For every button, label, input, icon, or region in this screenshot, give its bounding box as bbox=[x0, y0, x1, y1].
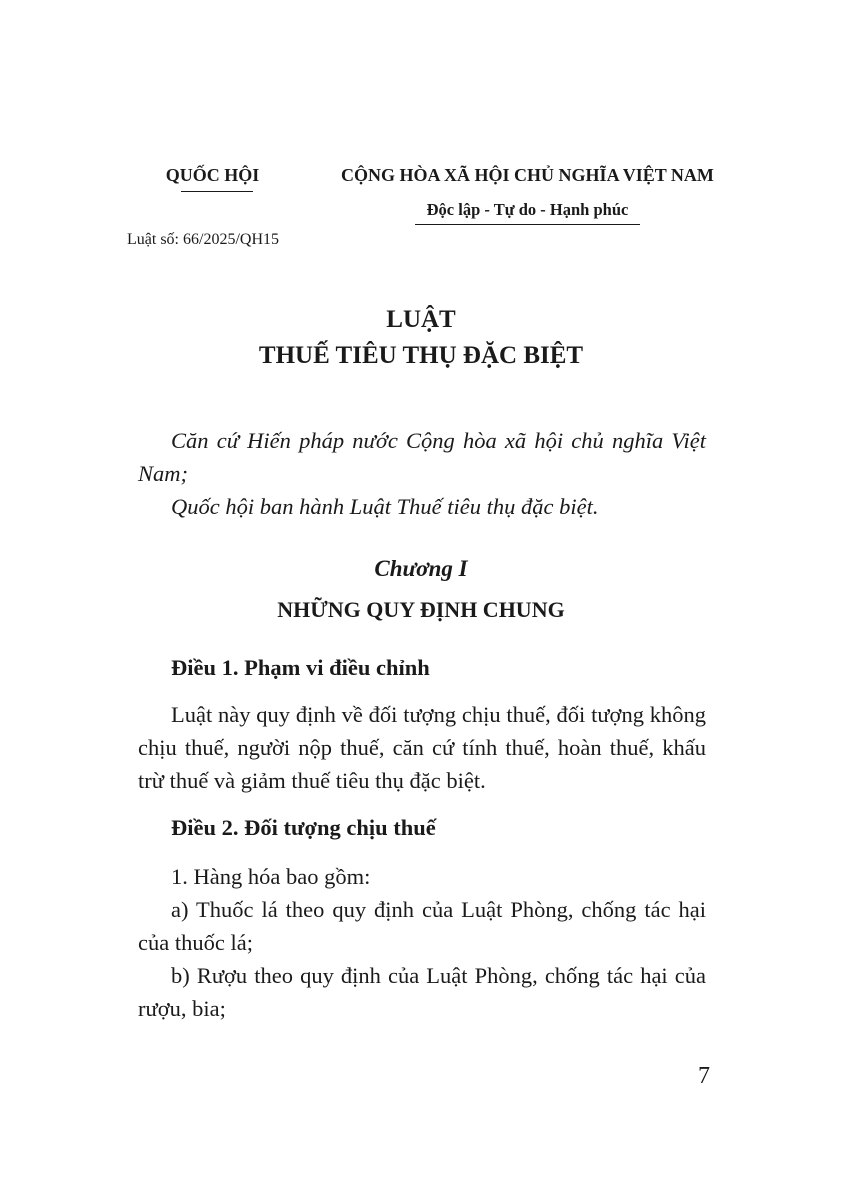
motto-underline bbox=[415, 224, 640, 225]
article-2-item-b: b) Rượu theo quy định của Luật Phòng, chống tác hại của rượu, bia; bbox=[138, 963, 706, 1021]
preamble-enactment: Quốc hội ban hành Luật Thuế tiêu thụ đặc biệt. bbox=[171, 494, 599, 519]
page-number: 7 bbox=[698, 1063, 710, 1089]
article-2-item-a: a) Thuốc lá theo quy định của Luật Phòng, chống tác hại của thuốc lá; bbox=[138, 897, 706, 955]
country-name: CỘNG HÒA XÃ HỘI CHỦ NGHĨA VIỆT NAM bbox=[341, 165, 714, 185]
article-2-item-1: 1. Hàng hóa bao gồm: bbox=[171, 864, 371, 889]
chapter-title: NHỮNG QUY ĐỊNH CHUNG bbox=[277, 597, 565, 622]
article-2-heading: Điều 2. Đối tượng chịu thuế bbox=[171, 815, 436, 840]
law-number: Luật số: 66/2025/QH15 bbox=[127, 231, 279, 248]
article-1-body: Luật này quy định về đối tượng chịu thuế, đối tượng không chịu thuế, người nộp thuế, căn cứ tính thuế, hoàn thuế, khấu trừ thuế và giảm thuế tiêu thụ đặc biệt. bbox=[138, 702, 706, 793]
issuer-name: QUỐC HỘI bbox=[165, 165, 260, 185]
document-type-title: LUẬT bbox=[386, 306, 456, 333]
issuer-underline bbox=[181, 191, 253, 192]
preamble-basis: Căn cứ Hiến pháp nước Cộng hòa xã hội chủ nghĩa Việt Nam; bbox=[138, 428, 706, 486]
chapter-label: Chương I bbox=[374, 556, 468, 581]
national-motto: Độc lập - Tự do - Hạnh phúc bbox=[426, 200, 629, 219]
article-1-heading: Điều 1. Phạm vi điều chỉnh bbox=[171, 655, 430, 680]
law-name-title: THUẾ TIÊU THỤ ĐẶC BIỆT bbox=[258, 342, 584, 369]
